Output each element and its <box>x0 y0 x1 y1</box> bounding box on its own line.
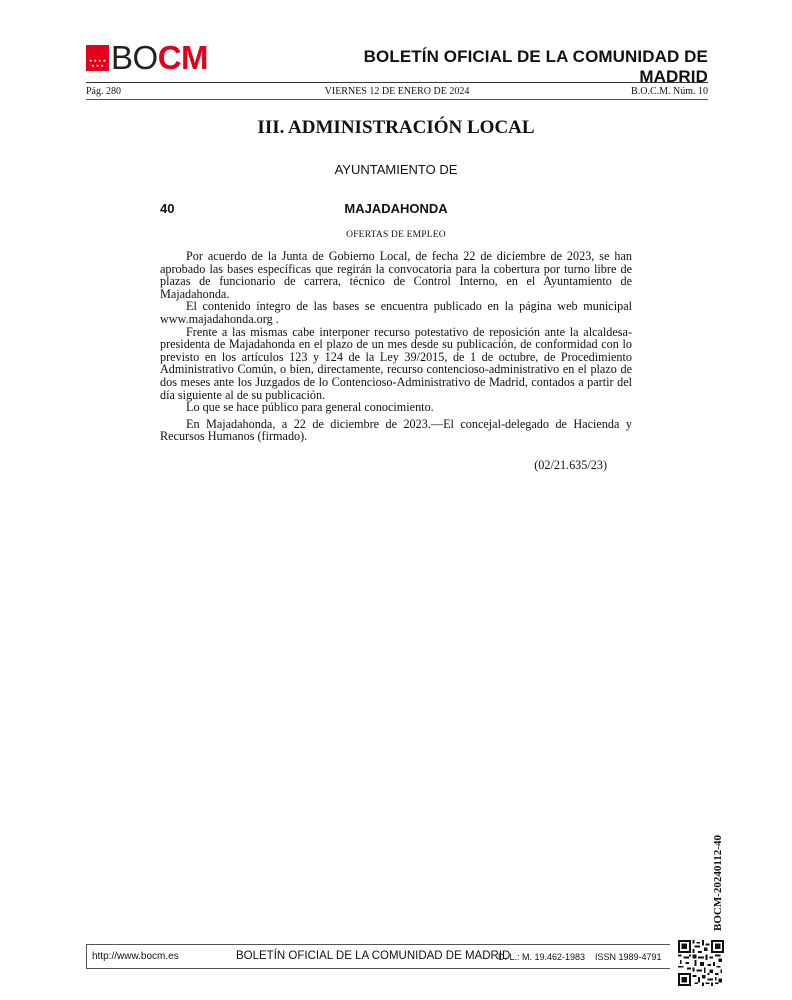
footer-rule-left <box>86 944 87 968</box>
issue-number: B.O.C.M. Núm. 10 <box>631 86 708 97</box>
journal-title: BOLETÍN OFICIAL DE LA COMUNIDAD DE MADRID <box>363 47 708 86</box>
section-title: III. ADMINISTRACIÓN LOCAL <box>257 117 535 138</box>
subheader <box>86 86 708 98</box>
reference-code: (02/21.635/23) <box>534 458 607 472</box>
legal-deposit: D. L.: M. 19.462-1983 <box>498 952 586 962</box>
paragraph: Lo que se hace público para general conocimiento. <box>186 400 434 415</box>
logo-text-cm: CM <box>157 39 209 76</box>
paragraph: El contenido íntegro de las bases se encuentra publicado en la página web municipal www.majadahonda.org . <box>160 299 632 326</box>
subheader-rule <box>86 99 708 100</box>
footer-journal-title: BOLETÍN OFICIAL DE LA COMUNIDAD DE MADRID <box>236 950 511 962</box>
signature-paragraph: En Majadahonda, a 22 de diciembre de 2023.—El concejal-delegado de Hacienda y Recursos Humanos (firmado). <box>160 416 632 444</box>
logo-text-bo: BO <box>111 39 158 76</box>
entity-name: MAJADAHONDA <box>344 201 448 216</box>
document-code-vertical: BOCM-20240112-40 <box>712 835 724 931</box>
entry-number: 40 <box>160 201 175 216</box>
page-number: Pág. 280 <box>86 86 121 97</box>
paragraph: Frente a las mismas cabe interponer recurso potestativo de reposición ante la alcaldesa-presidenta de Majadahonda en el plazo de un mes desde su publicación, de conformidad con lo previsto en los artículos 123 y 124 de la Ley 39/2015, de 1 de octubre, de Procedimiento Administrativo Común, o bien, directamente, recurso contencioso-administrativo en el plazo de dos meses ante los Juzgados de lo Contencioso-Administrativo de Madrid, contados a partir del día siguiente al de su publicación. <box>160 324 632 402</box>
qr-code-icon <box>678 940 724 986</box>
entity-type: AYUNTAMIENTO DE <box>334 162 458 177</box>
announcement-body <box>160 250 632 443</box>
bocm-logo <box>86 39 209 76</box>
issn: ISSN 1989-4791 <box>595 952 662 962</box>
paragraph: Por acuerdo de la Junta de Gobierno Local, de fecha 22 de diciembre de 2023, se han aprobado las bases específicas que regirán la convocatoria para la cobertura por turno libre de plazas de funcionario de carrera, técnico de Control Interno, en el Ayuntamiento de Majadahonda. <box>160 249 632 301</box>
madrid-flag-icon: ★ ★ ★ ★ ★ ★ ★ <box>86 45 109 71</box>
issue-date: VIERNES 12 DE ENERO DE 2024 <box>324 86 470 97</box>
footer-url-link[interactable]: http://www.bocm.es <box>92 951 179 962</box>
header-rule <box>86 82 708 83</box>
topic-heading: OFERTAS DE EMPLEO <box>346 230 446 240</box>
footer-rule-bottom <box>86 968 670 969</box>
footer-rule-top <box>86 944 670 945</box>
